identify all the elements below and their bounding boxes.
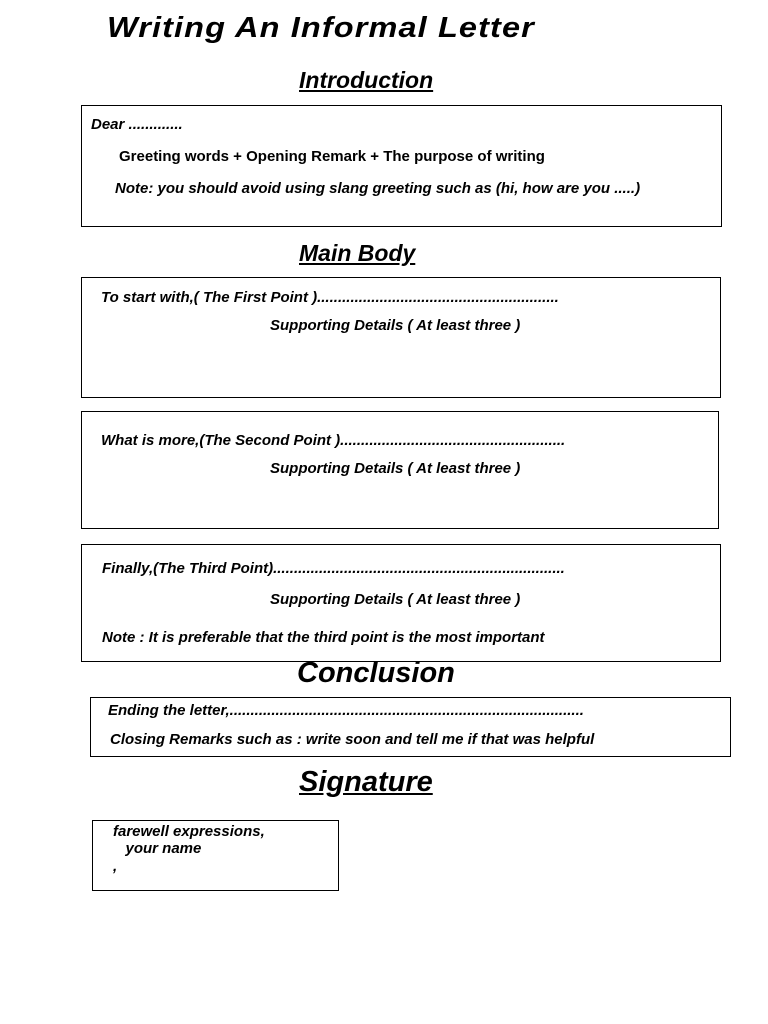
farewell-line: farewell expressions, — [113, 823, 265, 840]
first-point-details: Supporting Details ( At least three ) — [270, 317, 521, 334]
introduction-content-line: Greeting words + Opening Remark + The purpose of writing — [119, 148, 545, 165]
conclusion-heading: Conclusion — [297, 657, 455, 689]
introduction-box — [81, 105, 722, 227]
salutation-line: Dear ............. — [91, 116, 183, 133]
closing-remarks-line: Closing Remarks such as : write soon and tell me if that was helpful — [110, 731, 595, 748]
signature-box — [92, 820, 339, 891]
signature-heading: Signature — [299, 766, 433, 798]
third-point-note: Note : It is preferable that the third point is the most important — [102, 629, 545, 646]
first-point-box — [81, 277, 721, 398]
conclusion-box — [90, 697, 731, 757]
third-point-line: Finally,(The Third Point)...................................................................... — [102, 560, 565, 577]
introduction-note: Note: you should avoid using slang greeting such as (hi, how are you .....) — [115, 180, 641, 197]
third-point-box — [81, 544, 721, 662]
second-point-line: What is more,(The Second Point )...................................................... — [101, 432, 566, 449]
ending-line: Ending the letter,..................................................................................... — [108, 702, 584, 719]
main-body-heading: Main Body — [299, 240, 416, 266]
second-point-details: Supporting Details ( At least three ) — [270, 460, 521, 477]
page-title: Writing An Informal Letter — [107, 12, 535, 44]
second-point-box — [81, 411, 719, 529]
first-point-line: To start with,( The First Point ).......................................................... — [101, 289, 559, 306]
introduction-heading: Introduction — [299, 67, 434, 93]
third-point-details: Supporting Details ( At least three ) — [270, 591, 521, 608]
comma-line: , — [113, 858, 118, 875]
your-name-line: your name — [113, 840, 202, 857]
